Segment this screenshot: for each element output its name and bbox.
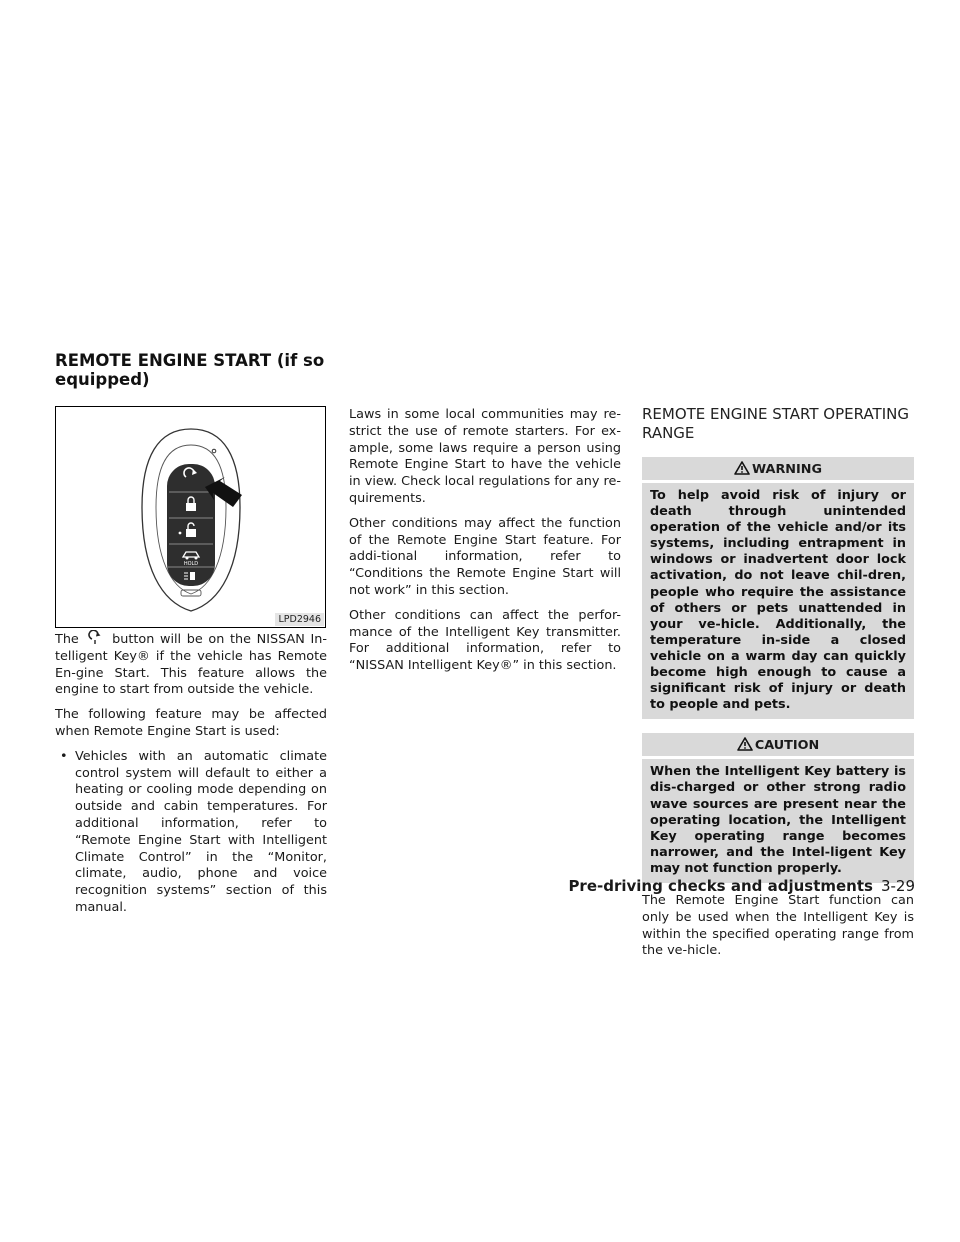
paragraph: Laws in some local communities may re-strict the use of remote starters. For ex-ample, some laws require a person using Remote Engine Start to have the vehicle in view. Check local regulations for any re-quirements. [349, 407, 621, 506]
bullet-list [55, 749, 327, 917]
caution-body: When the Intelligent Key battery is dis-charged or other strong radio wave sources are present near the operating location, the Intelligent Key operating range becomes narrower, and the Intel-ligent Key may not function properly. [650, 764, 906, 876]
column-2 [349, 407, 621, 683]
warning-triangle-icon [734, 461, 750, 475]
warning-title: WARNING [752, 462, 822, 477]
page-number: 3-29 [880, 877, 915, 895]
section-heading: REMOTE ENGINE START (if so equipped) [55, 351, 325, 389]
column-1 [55, 630, 327, 917]
caution-box [642, 733, 914, 883]
figure-id: LPD2946 [275, 613, 324, 626]
affected-feature-paragraph: The following feature may be affected when Remote Engine Start is used: [55, 707, 327, 739]
operating-range-subheading: REMOTE ENGINE START OPERATING RANGE [642, 405, 909, 442]
warning-body: To help avoid risk of injury or death through unintended operation of the vehicle and/or its systems, including entrapment in windows or inadvertent door lock activation, do not leave chil-dren, people who require the assistance of others or pets unattended in your ve-hicle. Additionally, the temperature in-side a closed vehicle on a warm day can quickly become high enough to cause a significant risk of injury or death to people and pets. [650, 488, 906, 713]
intro-paragraph [55, 630, 327, 699]
operating-range-paragraph: The Remote Engine Start function can only be used when the Intelligent Key is within the specified operating range from the ve-hicle. [642, 892, 914, 959]
warning-box [642, 457, 914, 719]
intelligent-key-illustration [56, 407, 325, 627]
caution-title-row [642, 737, 914, 759]
intro-after: button will be on the NISSAN In-telligent Key® if the vehicle has Remote En-gine Start. This feature allows the engine to start from outside the vehicle. [55, 632, 327, 698]
caution-title: CAUTION [754, 738, 820, 754]
intro-before: The [55, 632, 79, 647]
fob-hold-label: HOLD [183, 561, 199, 567]
footer-section-name: Pre-driving checks and adjustments [568, 877, 873, 895]
list-item: • Vehicles with an automatic climate control system will default to either a heating or cooling mode depending on outside and cabin temperatures. For additional information, refer to “Remote Engine Start with Intelligent Climate Control” in the “Monitor, climate, audio, phone and voice recognition systems” section of this manual. [55, 749, 327, 917]
caution-triangle-icon [737, 737, 753, 751]
paragraph: Other conditions may affect the function of the Remote Engine Start feature. For addi-tional information, refer to “Conditions the Remote Engine Start will not work” in this section. [349, 515, 621, 598]
warning-title-row [642, 461, 914, 483]
page-footer [568, 876, 915, 896]
intelligent-key-figure [55, 406, 326, 628]
remote-start-icon [84, 630, 106, 645]
paragraph: Other conditions can affect the perfor-mance of the Intelligent Key transmitter. For additional information, refer to “NISSAN Intelligent Key®” in this section. [349, 607, 621, 674]
